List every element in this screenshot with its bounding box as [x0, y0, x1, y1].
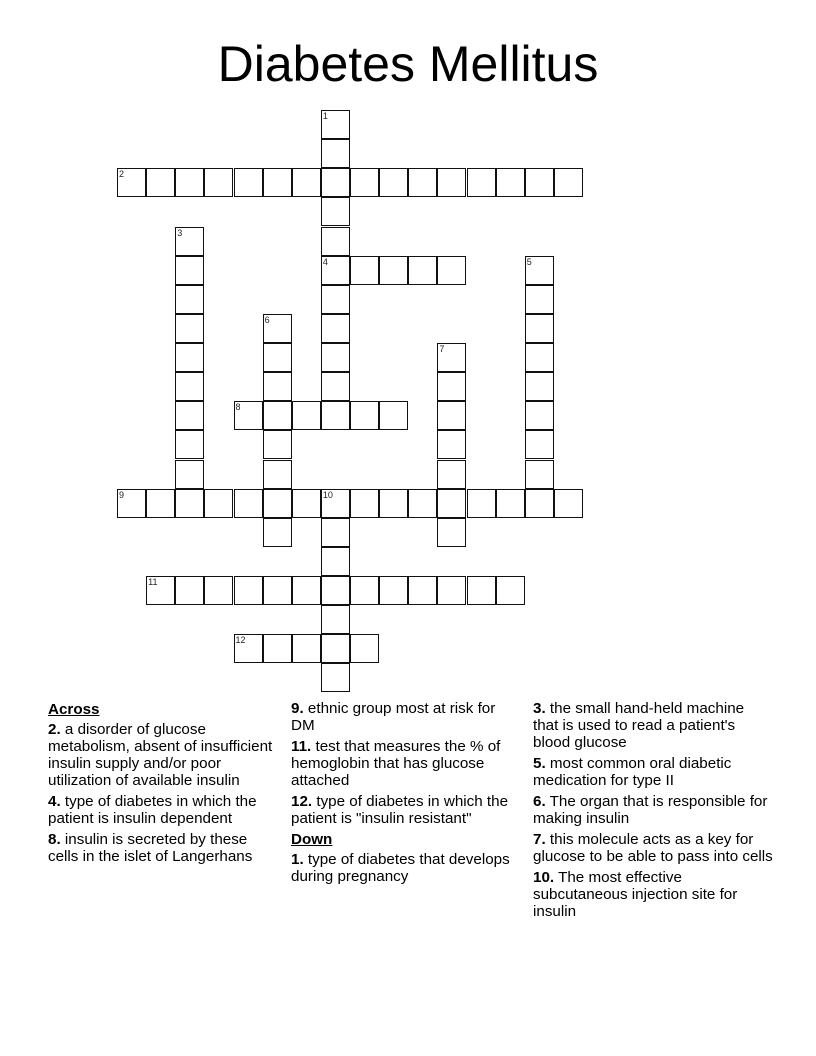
grid-cell[interactable] [467, 576, 496, 605]
grid-cell[interactable] [117, 168, 146, 197]
grid-cell[interactable] [437, 489, 466, 518]
clue-number: 8. [48, 831, 61, 848]
grid-cell[interactable] [175, 343, 204, 372]
grid-cell[interactable] [554, 489, 583, 518]
grid-cell[interactable] [321, 547, 350, 576]
grid-cell[interactable] [350, 168, 379, 197]
grid-cell[interactable] [437, 401, 466, 430]
grid-cell[interactable] [350, 576, 379, 605]
clue-number: 5. [533, 755, 546, 772]
grid-cell[interactable] [234, 489, 263, 518]
grid-cell[interactable] [525, 372, 554, 401]
clue-number: 1. [291, 851, 304, 868]
grid-cell[interactable] [525, 314, 554, 343]
grid-cell[interactable] [321, 227, 350, 256]
grid-cell[interactable] [525, 256, 554, 285]
grid-cell[interactable] [292, 168, 321, 197]
grid-cell[interactable] [525, 285, 554, 314]
grid-cell[interactable] [350, 401, 379, 430]
grid-cell[interactable] [263, 518, 292, 547]
grid-cell[interactable] [175, 430, 204, 459]
grid-cell[interactable] [467, 168, 496, 197]
clue-text: most common oral diabetic medication for type II [533, 755, 732, 789]
clue-text: test that measures the % of hemoglobin that has glucose attached [291, 738, 501, 789]
grid-cell[interactable] [321, 314, 350, 343]
grid-cell[interactable] [263, 489, 292, 518]
grid-cell[interactable] [263, 343, 292, 372]
grid-cell[interactable] [467, 489, 496, 518]
clue-across-2 [48, 721, 278, 789]
grid-cell[interactable] [263, 168, 292, 197]
grid-cell[interactable] [175, 460, 204, 489]
grid-cell[interactable] [321, 139, 350, 168]
cell-number: 2 [119, 169, 125, 180]
cell-number: 4 [322, 256, 328, 267]
clue-number: 7. [533, 831, 546, 848]
across-heading: Across [48, 701, 100, 718]
clues-column-1 [48, 700, 278, 869]
grid-cell[interactable] [525, 343, 554, 372]
grid-cell[interactable] [234, 401, 263, 430]
down-heading: Down [291, 831, 333, 848]
cell-number: 7 [439, 344, 445, 354]
cell-number: 11 [148, 577, 158, 587]
grid-cell[interactable] [292, 576, 321, 605]
crossword-grid [117, 110, 583, 692]
grid-cell[interactable] [408, 168, 437, 197]
clue-down-3 [533, 700, 773, 751]
clues-column-2 [291, 700, 521, 889]
grid-cell[interactable] [437, 256, 466, 285]
grid-cell[interactable] [496, 576, 525, 605]
clue-across-9 [291, 700, 521, 734]
grid-cell[interactable] [321, 168, 350, 197]
clue-text: type of diabetes in which the patient is "insulin resistant" [291, 793, 509, 827]
grid-cell[interactable] [234, 168, 263, 197]
grid-cell[interactable] [525, 401, 554, 430]
grid-cell[interactable] [292, 634, 321, 663]
grid-cell[interactable] [146, 168, 175, 197]
grid-cell[interactable] [350, 489, 379, 518]
clue-down-6 [533, 793, 773, 827]
clue-number: 6. [533, 793, 546, 810]
grid-cell[interactable] [379, 489, 408, 518]
clue-down-1 [291, 851, 521, 885]
grid-cell[interactable] [321, 197, 350, 226]
grid-cell[interactable] [437, 460, 466, 489]
clue-down-7 [533, 831, 773, 865]
grid-cell[interactable] [263, 576, 292, 605]
cell-number: 1 [322, 111, 328, 121]
grid-cell[interactable] [437, 518, 466, 547]
grid-cell[interactable] [263, 634, 292, 663]
clue-number: 4. [48, 793, 61, 810]
grid-cell[interactable] [525, 460, 554, 489]
grid-cell[interactable] [379, 401, 408, 430]
grid-cell[interactable] [437, 343, 466, 372]
grid-cell[interactable] [292, 489, 321, 518]
grid-cell[interactable] [146, 489, 175, 518]
grid-cell[interactable] [321, 518, 350, 547]
grid-cell[interactable] [408, 576, 437, 605]
grid-cell[interactable] [263, 460, 292, 489]
clue-text: this molecule acts as a key for glucose to be able to pass into cells [533, 831, 773, 865]
grid-cell[interactable] [437, 430, 466, 459]
grid-cell[interactable] [437, 168, 466, 197]
grid-cell[interactable] [350, 256, 379, 285]
clue-across-11 [291, 738, 521, 789]
grid-cell[interactable] [321, 663, 350, 692]
grid-cell[interactable] [204, 576, 233, 605]
grid-cell[interactable] [175, 168, 204, 197]
grid-cell[interactable] [379, 256, 408, 285]
grid-cell[interactable] [437, 372, 466, 401]
grid-cell[interactable] [321, 576, 350, 605]
grid-cell[interactable] [175, 314, 204, 343]
grid-cell[interactable] [321, 110, 350, 139]
clue-down-10 [533, 869, 773, 920]
clue-text: the small hand-held machine that is used to read a patient's blood glucose [533, 700, 745, 751]
cell-number: 10 [322, 489, 333, 500]
grid-cell[interactable] [263, 401, 292, 430]
cell-number: 12 [235, 635, 246, 646]
grid-cell[interactable] [321, 489, 350, 518]
grid-cell[interactable] [437, 576, 466, 605]
puzzle-title: Diabetes Mellitus [217, 36, 599, 92]
cell-number: 9 [119, 489, 125, 500]
grid-cell[interactable] [175, 285, 204, 314]
grid-cell[interactable] [117, 489, 146, 518]
grid-cell[interactable] [321, 343, 350, 372]
grid-cell[interactable] [496, 489, 525, 518]
grid-cell[interactable] [263, 314, 292, 343]
grid-cell[interactable] [408, 256, 437, 285]
grid-cell[interactable] [204, 168, 233, 197]
grid-cell[interactable] [408, 489, 437, 518]
clue-across-4 [48, 793, 278, 827]
grid-cell[interactable] [175, 576, 204, 605]
clue-text: type of diabetes that develops during pregnancy [291, 851, 510, 885]
clue-number: 11. [291, 738, 312, 755]
grid-cell[interactable] [321, 605, 350, 634]
clue-text: insulin is secreted by these cells in the islet of Langerhans [48, 831, 253, 865]
clue-text: ethnic group most at risk for DM [291, 700, 496, 734]
clue-across-8 [48, 831, 278, 865]
grid-cell[interactable] [321, 401, 350, 430]
grid-cell[interactable] [525, 168, 554, 197]
grid-cell[interactable] [525, 430, 554, 459]
cell-number: 8 [235, 402, 241, 413]
cell-number: 6 [264, 314, 270, 325]
grid-cell[interactable] [321, 372, 350, 401]
grid-cell[interactable] [175, 256, 204, 285]
grid-cell[interactable] [175, 227, 204, 256]
clue-down-5 [533, 755, 773, 789]
grid-cell[interactable] [146, 576, 175, 605]
grid-cell[interactable] [263, 430, 292, 459]
grid-cell[interactable] [379, 168, 408, 197]
grid-cell[interactable] [175, 489, 204, 518]
clue-text: The most effective subcutaneous injection site for insulin [533, 869, 738, 920]
cell-number: 5 [526, 256, 532, 267]
clue-number: 3. [533, 700, 546, 717]
grid-cell[interactable] [321, 634, 350, 663]
grid-cell[interactable] [263, 372, 292, 401]
clue-text: type of diabetes in which the patient is insulin dependent [48, 793, 257, 827]
grid-cell[interactable] [554, 168, 583, 197]
grid-cell[interactable] [204, 489, 233, 518]
grid-cell[interactable] [525, 489, 554, 518]
clue-number: 9. [291, 700, 304, 717]
grid-cell[interactable] [379, 576, 408, 605]
cell-number: 3 [177, 227, 183, 238]
clue-number: 10. [533, 869, 555, 886]
grid-cell[interactable] [321, 256, 350, 285]
grid-cell[interactable] [175, 372, 204, 401]
clue-number: 12. [291, 793, 313, 810]
grid-cell[interactable] [292, 401, 321, 430]
clue-text: a disorder of glucose metabolism, absent of insufficient insulin supply and/or poor utilization of available insulin [48, 721, 273, 789]
grid-cell[interactable] [496, 168, 525, 197]
grid-cell[interactable] [321, 285, 350, 314]
grid-cell[interactable] [234, 634, 263, 663]
clue-number: 2. [48, 721, 61, 738]
clues-column-3 [533, 700, 773, 924]
grid-cell[interactable] [175, 401, 204, 430]
grid-cell[interactable] [350, 634, 379, 663]
clue-text: The organ that is responsible for making insulin [533, 793, 768, 827]
clue-across-12 [291, 793, 521, 827]
grid-cell[interactable] [234, 576, 263, 605]
